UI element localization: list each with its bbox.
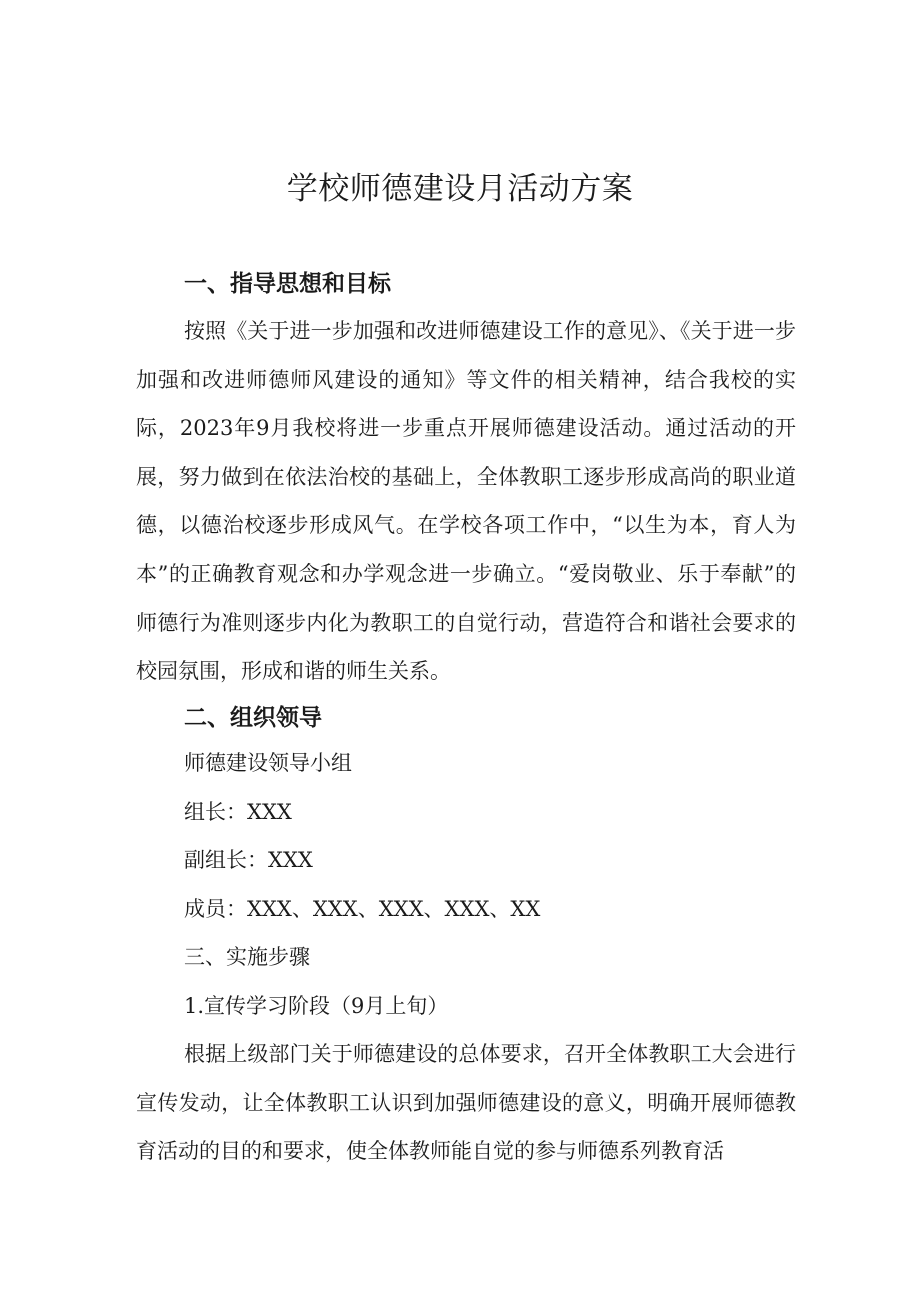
step1-paragraph: 根据上级部门关于师德建设的总体要求，召开全体教职工大会进行宣传发动，让全体教职工认识到加强师德建设的意义，明确开展师德教育活动的目的和要求，使全体教师能自觉的参与师德系列教育活 [136,1042,796,1164]
group-members: 成员：XXX、XXX、XXX、XXX、XX [184,897,541,921]
group-leader: 组长：XXX [184,800,292,824]
step1-heading: 1.宣传学习阶段（9月上旬） [184,994,449,1018]
section-heading-organization: 二、组织领导 [184,705,322,731]
leadership-group-name: 师德建设领导小组 [184,751,352,775]
document-title: 学校师德建设月活动方案 [286,171,634,207]
section-heading-implementation: 三、实施步骤 [184,945,310,969]
section-heading-guiding-ideology: 一、指导思想和目标 [184,271,391,297]
deputy-group-leader: 副组长：XXX [184,848,313,872]
section-paragraph-guiding-ideology: 按照《关于进一步加强和改进师德建设工作的意见》、《关于进一步加强和改进师德师风建设的通知》等文件的相关精神，结合我校的实际，2023年9月我校将进一步重点开展师德建设活动。通过活动的开展，努力做到在依法治校的基础上，全体教职工逐步形成高尚的职业道德，以德治校逐步形成风气。在学校各项工作中，“以生为本，育人为本”的正确教育观念和办学观念进一步确立。“爱岗敬业、乐于奉献”的师德行为准则逐步内化为教职工的自觉行动，营造符合和谐社会要求的校园氛围，形成和谐的师生关系。 [136,319,796,684]
